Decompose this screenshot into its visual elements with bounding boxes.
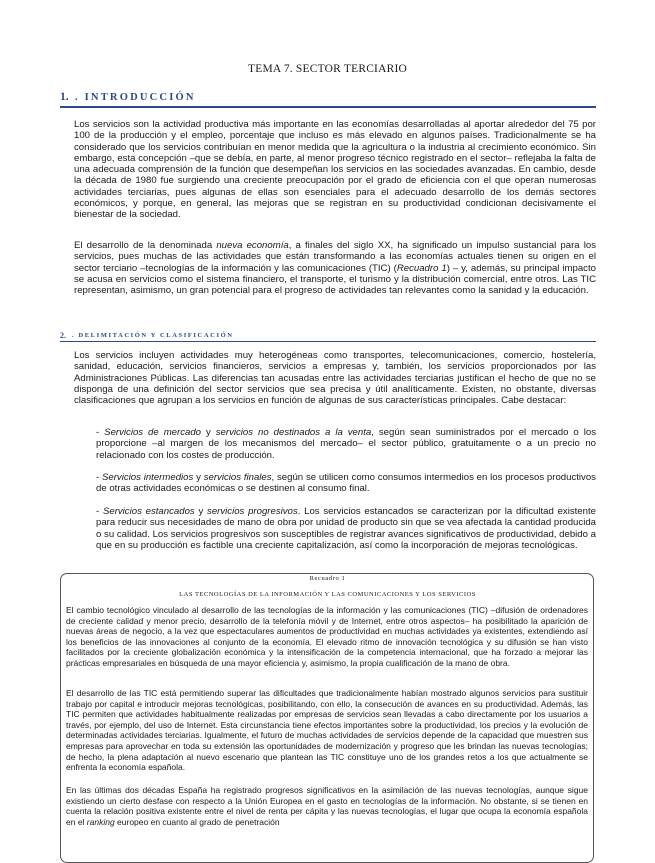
recuadro-title: LAS TECNOLOGÍAS DE LA INFORMACIÓN Y LAS COMUNICACIONES Y LOS SERVICIOS — [179, 591, 476, 598]
intro-paragraph-2: El desarrollo de la denominada nueva economía, a finales del siglo XX, ha significado un impulso sustancial para los servicios, pues muchas de las actividades que están transformando a las economías actuales tienen su origen en el sector terciario –tecnologías de la información y las comunicaciones (TIC) (Recuadro 1) – y, además, su principal impacto se acusa en servicios como el sistema financiero, el transporte, el turismo y la distribución comercial, entre otros. Las TIC representan, asimismo, un gran potencial para el progreso de actividades tan relevantes como la sanidad y la educación. — [74, 240, 597, 297]
recuadro-paragraph-2: El desarrollo de las TIC está permitiendo superar las dificultades que tradicionalmente habían mostrado algunos servicios para sustituir trabajo por capital e introducir mejoras tecnológicas, posibilitando, con ello, la consecución de avances en su productividad. Además, las TIC permiten que actividades habitualmente realizadas por empresas de servicios sean llevadas a cabo directamente por los usuarios a través, por ejemplo, del uso de Internet. Esta circunstancia tiene efectos importantes sobre la productividad, los precios y la evolución de determinadas actividades terciarias. Igualmente, el futuro de muchas actividades de servicios depende de la capacidad que muestren sus empresas para aprovechar en toda su extensión las oportunidades de modernización y progreso que les brindan las nuevas tecnologías; de hecho, la plena adaptación al nuevo escenario que plantean las TIC constituye uno de los grandes retos a los que actualmente se enfrenta la economía española. — [66, 688, 588, 773]
section-title: . INTRODUCCIÓN — [75, 92, 196, 103]
recuadro-label: Recuadro 1 — [309, 575, 346, 582]
list-item: - Servicios intermedios y servicios finales, según se utilicen como consumos intermedios en los procesos productivos de otras actividades económicas o se destinen al consumo final. — [96, 472, 596, 495]
list-item: - Servicios de mercado y servicios no destinados a la venta, según sean suministrados por el mercado o los proporcione –al margen de los mecanismos del mercado– el sector público, gratuitamente o a un precio no relacionado con los costes de producción. — [96, 427, 596, 461]
list-item: - Servicios estancados y servicios progresivos. Los servicios estancados se caracterizan por la dificultad existente para reducir sus necesidades de mano de obra por unidad de producto sin que se vea afectada la cantidad producida o su calidad. Los servicios progresivos son susceptibles de registrar avances significativos de productividad, debido a que en su producción es factible una creciente capitalización, así como la incorporación de mejoras tecnológicas. — [96, 506, 596, 551]
page-title: TEMA 7. SECTOR TERCIARIO — [248, 63, 407, 75]
recuadro-reference: Recuadro 1 — [396, 262, 447, 274]
section-heading-delimitacion — [60, 331, 596, 342]
section-number: 2. — [60, 331, 66, 340]
recuadro-paragraph-3: En las últimas dos décadas España ha registrado progresos significativos en la asimilación de las nuevas tecnologías, aunque sigue existiendo un cierto desfase con respecto a la Unión Europea en el gasto en tecnologías de la información. No obstante, si se tienen en cuenta la relación positiva existente entre el nivel de renta per cápita y las nuevas tecnologías, el lugar que ocupa la economía española en el ranking europeo en cuanto al grado de penetración — [66, 785, 588, 827]
section-number: 1. — [60, 91, 69, 103]
delimitacion-paragraph: Los servicios incluyen actividades muy heterogéneas como transportes, telecomunicaciones, comercio, hostelería, sanidad, educación, servicios financieros, servicios a empresas y, también, los servicios proporcionados por las Administraciones Públicas. Las diferencias tan acusadas entre las actividades terciarias justifican el hecho de que no se disponga de una definición del sector servicios que sea precisa y útil analíticamente. Existen, no obstante, diversas clasificaciones que agrupan a los servicios en función de algunas de sus características principales. Cabe destacar: — [74, 350, 596, 407]
recuadro-paragraph-1: El cambio tecnológico vinculado al desarrollo de las tecnologías de la información y las comunicaciones (TIC) –difusión de ordenadores de creciente calidad y menor precio, desarrollo de la telefonía móvil y de Internet, entre otros aspectos– ha posibilitado la aparición de nuevas áreas de negocio, a la vez que espectaculares aumentos de productividad en muchas actividades ya existentes, extendiendo así los beneficios de las innovaciones al conjunto de la economía. El elevado ritmo de innovación tecnológica y su difusión se han visto facilitados por la creciente globalización económica y la intensificación de la competencia internacional, que ha forzado a mejorar las prácticas empresariales en búsqueda de una mayor eficiencia y, asimismo, la propia cualificación de la mano de obra. — [66, 605, 588, 668]
section-title: . DELIMITACIÓN Y CLASIFICACIÓN — [72, 332, 234, 339]
section-heading-introduccion — [60, 91, 596, 108]
intro-paragraph-1: Los servicios son la actividad productiva más importante en las economías desarrolladas al aportar alrededor del 75 por 100 de la producción y el empleo, porcentaje que incluso es más elevado en algunos países. Tradicionalmente se ha considerado que los servicios contribuían en menor medida que la agricultura o la industria al crecimiento económico. Sin embargo, esta concepción –que se debía, en parte, al menor progreso técnico registrado en el sector– reflejaba la falta de una adecuada comprensión de la función que desempeñan los servicios en las sociedades avanzadas. En cambio, desde la década de 1980 fue surgiendo una creciente preocupación por el grado de eficiencia con el que operan numerosas actividades terciarias, pues algunas de ellas son esenciales para el adecuado desarrollo de los demás sectores económicos, y porque, en general, las mejoras que se registran en su productividad condicionan decisivamente el bienestar de la sociedad. — [74, 119, 596, 221]
